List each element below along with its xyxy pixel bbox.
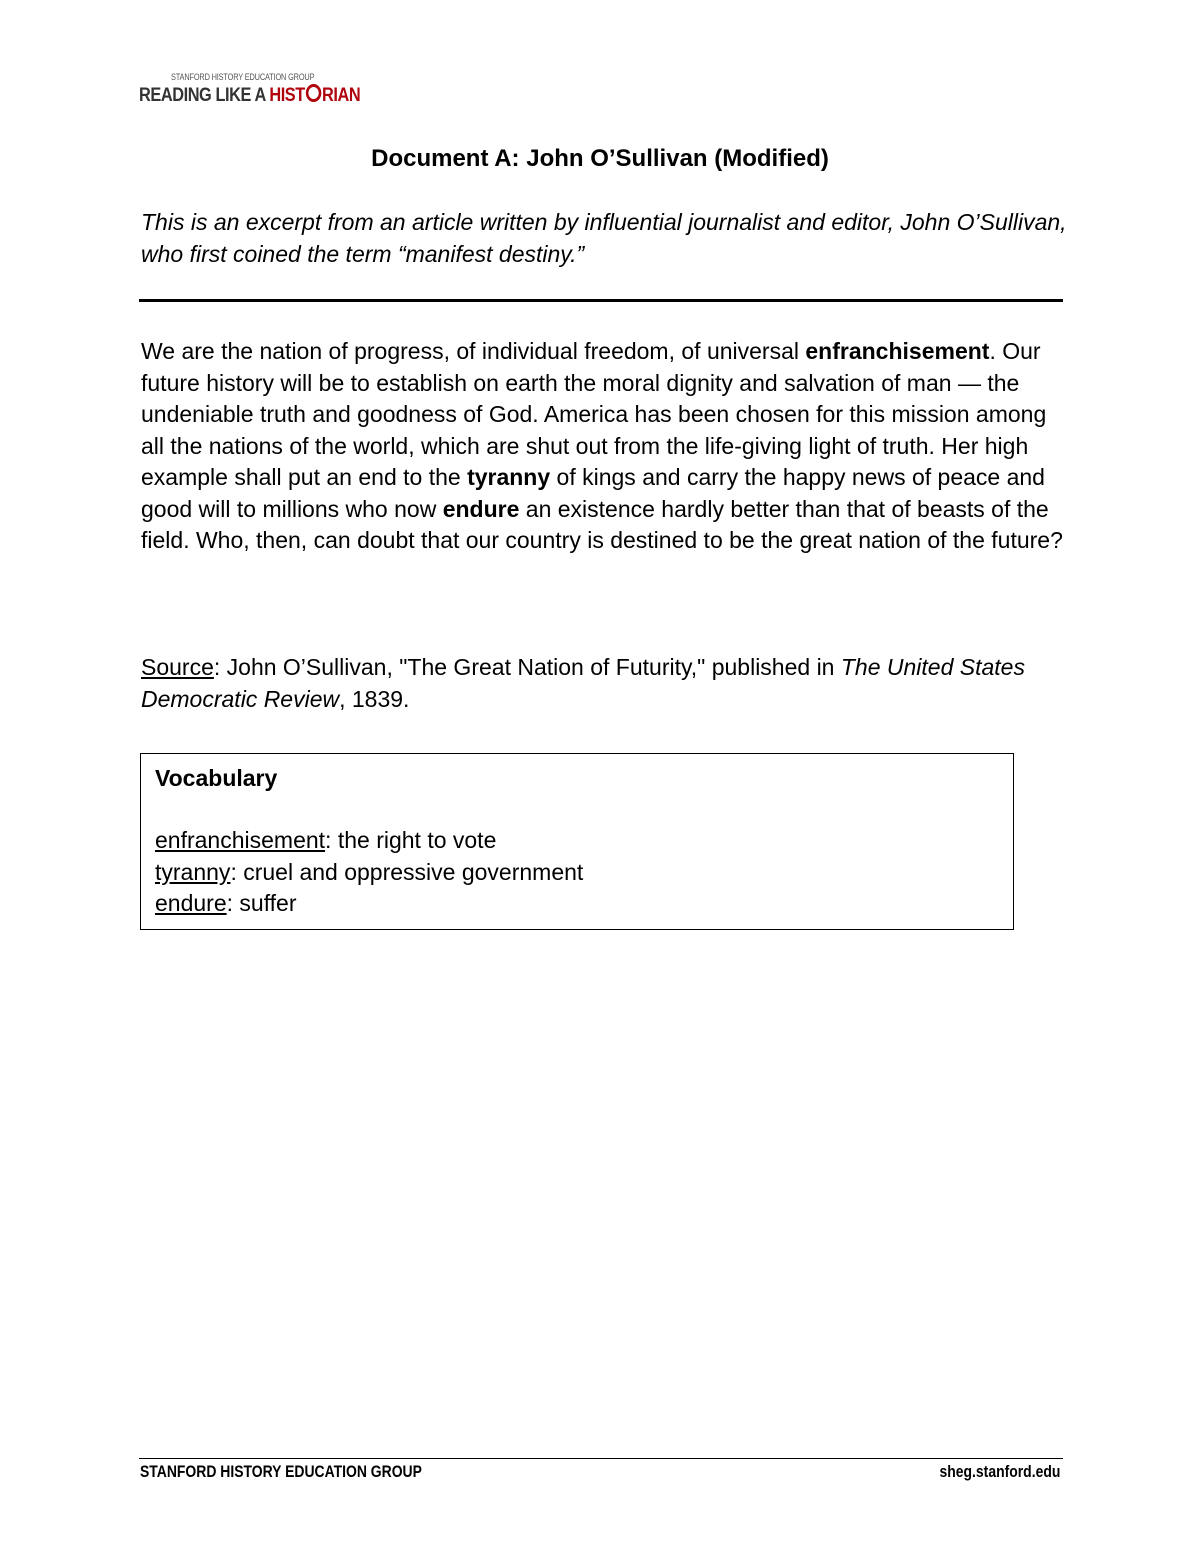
vocabulary-definition: : suffer: [226, 890, 297, 916]
logo-org-name: STANFORD HISTORY EDUCATION GROUP: [171, 72, 315, 82]
excerpt-part-2: . Our future history will be to establish on earth the moral dignity and salvation of man — the undeniable truth and goodness of God. America has been chosen for this mission among all the nations of the world, which are shut out from the life-giving light of truth. Her high example shall put an end to the: [141, 338, 1047, 490]
logo-wordmark: [139, 84, 360, 107]
magnifying-glass-icon: [306, 84, 321, 102]
excerpt-term-enfranchisement: enfranchisement: [805, 338, 990, 364]
source-text: : John O’Sullivan, "The Great Nation of Futurity," published in: [213, 654, 841, 680]
vocabulary-title: Vocabulary: [155, 765, 278, 791]
excerpt-text: [141, 336, 1066, 557]
excerpt-part-1: We are the nation of progress, of individual freedom, of universal: [141, 338, 806, 364]
source-year: , 1839.: [339, 685, 410, 712]
source-label: Source: [141, 654, 214, 680]
excerpt-part-3: of kings and carry the happy news of peace and good will to millions who now: [141, 464, 1045, 522]
footer-website: sheg.stanford.edu: [939, 1462, 1060, 1481]
vocabulary-item: [155, 825, 999, 857]
vocabulary-definition: : the right to vote: [325, 827, 497, 853]
vocabulary-term: tyranny: [155, 858, 231, 885]
source-publication: The United States Democratic Review: [141, 654, 1025, 712]
vocabulary-definition: : cruel and oppressive government: [230, 858, 584, 885]
source-citation: [141, 652, 1066, 715]
logo-wordmark-red-2: RIAN: [322, 85, 361, 106]
document-intro: This is an excerpt from an article written by influential journalist and editor, John O’Sullivan, who first coined the term “manifest destiny.”: [141, 209, 1067, 267]
vocabulary-term: endure: [155, 890, 227, 916]
footer-org-name: STANFORD HISTORY EDUCATION GROUP: [140, 1462, 422, 1481]
logo-wordmark-red-1: HIST: [269, 85, 305, 106]
excerpt-term-tyranny: tyranny: [467, 464, 551, 490]
footer-divider: [139, 1458, 1063, 1459]
vocabulary-item: [155, 888, 999, 920]
excerpt-term-endure: endure: [442, 495, 520, 522]
document-title: Document A: John O’Sullivan (Modified): [371, 145, 829, 172]
vocabulary-term: enfranchisement: [155, 827, 326, 853]
sheg-logo: [139, 72, 359, 112]
logo-wordmark-black: READING LIKE A: [139, 85, 270, 106]
divider: [139, 299, 1063, 302]
excerpt-part-4: an existence hardly better than that of beasts of the field. Who, then, can doubt that our country is destined to be the great nation of the future?: [141, 495, 1063, 553]
vocabulary-item: [155, 857, 999, 889]
vocabulary-box: [140, 753, 1014, 930]
